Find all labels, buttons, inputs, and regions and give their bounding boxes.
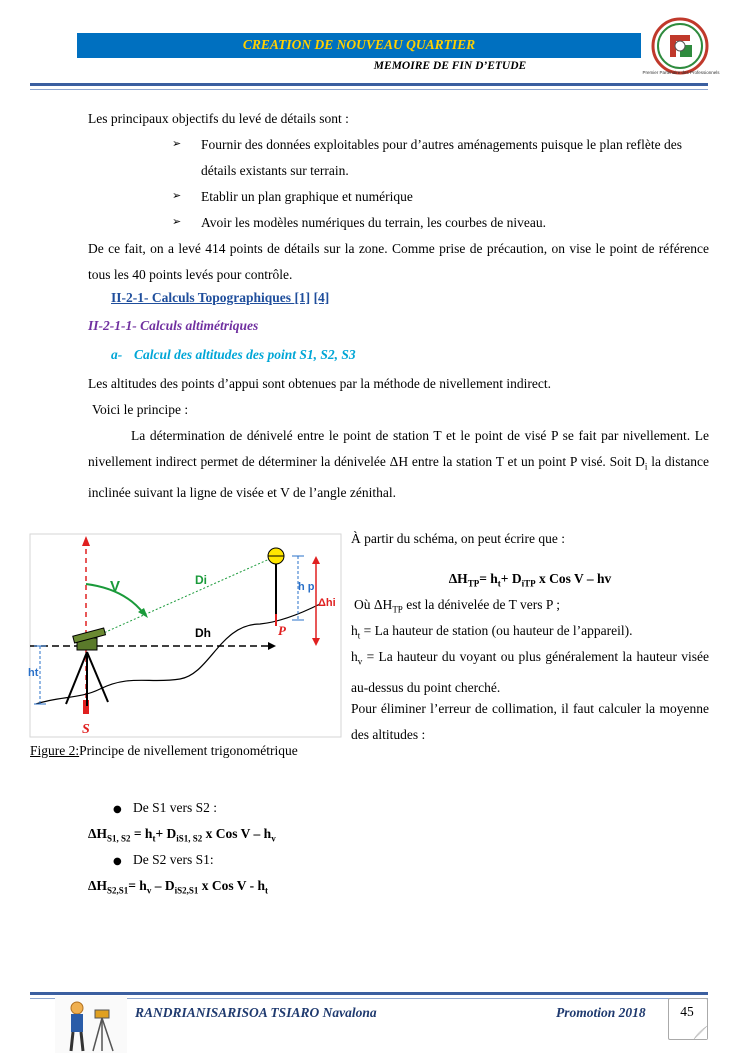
paragraph: Voici le principe :	[92, 402, 189, 417]
section-title: II-2-1- Calculs Topographiques	[111, 290, 295, 305]
schema-intro: À partir du schéma, on peut écrire que :	[351, 531, 566, 546]
arrow-bullet-icon: ➢	[172, 215, 182, 228]
footer-author: RANDRIANISARISOA TSIARO Navalona	[135, 1005, 377, 1020]
reference-link[interactable]: [1]	[294, 290, 311, 305]
bullet-item: Avoir les modèles numériques du terrain, les courbes de niveau.	[201, 215, 547, 230]
surveyor-illustration-icon	[55, 996, 127, 1053]
header-rule	[30, 83, 708, 86]
header-title: CREATION DE NOUVEAU QUARTIER	[242, 37, 476, 52]
intro-text: Les principaux objectifs du levé de détails sont :	[88, 111, 349, 126]
caption-text: Principe de nivellement trigonométrique	[79, 743, 298, 758]
section-heading	[111, 290, 329, 306]
label-ht: ht	[28, 667, 39, 679]
case-formula: $\Delta H_{S1, S2} = h_t+ D_{iS1, S2}$ x Cos V – $h_v$	[88, 826, 276, 844]
hv-definition: $h_v = La$ hauteur du voyant ou plus généralement la hauteur visée au-dessus du point cherché.	[351, 649, 709, 695]
subsection-heading: II-2-1-1- Calculs altimétriques	[88, 318, 259, 333]
label-hp: h p	[298, 581, 315, 593]
label-dh: Dh	[195, 626, 211, 640]
footer-promotion: Promotion 2018	[556, 1005, 646, 1020]
label-di: Di	[195, 573, 207, 587]
bullet-item: Fournir des données exploitables pour d’autres aménagements puisque le plan reflète des détails existants sur terrain.	[201, 137, 682, 178]
footer-rule	[30, 992, 708, 995]
footer-rule-thin	[30, 998, 708, 999]
subsubsection-heading: Calcul des altitudes des point S1, S2, S3	[134, 347, 356, 362]
case-formula: $\Delta H_{S2,S1}= h_v - D_{iS2,S1}$ x Cos V - $h_t$	[88, 878, 268, 896]
formula-where: Où $\Delta H_{TP}$ est la dénivelée de T vers P ;	[354, 597, 561, 615]
header-subtitle: MEMOIRE DE FIN D’ETUDE	[373, 60, 527, 72]
bullet-dot-icon: ●	[113, 804, 122, 815]
ht-definition: $h_t = La$ hauteur de station (ou hauteur de l’appareil).	[351, 623, 633, 641]
label-p: P	[278, 623, 286, 638]
page-number: 45	[680, 1004, 694, 1019]
figure-caption	[30, 743, 298, 759]
bullet-dot-icon: ●	[113, 856, 122, 867]
paragraph: La détermination de dénivelé entre le point de station T et le point de visé P se fait par nivellement. Le nivellement indirect permet de déterminer la dénivelée ΔH entre la station T et un point P visé. Soit $D_i$ la distance inclinée suivant la ligne de visée et V de l’angle zénithal.	[88, 428, 709, 500]
paragraph: De ce fait, on a levé 414 points de détails sur la zone. Comme prise de précaution, on vise le point de référence tous les 40 points levés pour contrôle.	[88, 241, 709, 282]
leveling-diagram	[30, 534, 341, 737]
arrow-bullet-icon: ➢	[172, 189, 182, 202]
bullet-item: Etablir un plan graphique et numérique	[201, 189, 413, 204]
label-s: S	[82, 722, 90, 737]
caption-label: Figure 2:	[30, 743, 80, 758]
logo-caption: Premier Partenaire des Professionnels	[642, 70, 720, 75]
header-rule-thin	[30, 89, 708, 90]
page-curl-icon	[694, 1026, 707, 1039]
collimation-text: Pour éliminer l’erreur de collimation, il faut calculer la moyenne des altitudes :	[351, 701, 709, 742]
arrow-bullet-icon: ➢	[172, 137, 182, 150]
main-formula: $\Delta H_{TP}= h_t+ D_{iTP}$ x Cos V – hv	[448, 571, 612, 589]
paragraph: Les altitudes des points d’appui sont obtenues par la méthode de nivellement indirect.	[88, 376, 552, 391]
label-delta-hi: Δhi	[318, 597, 336, 609]
label-v: V	[110, 578, 121, 595]
subsubsection-marker: a-	[111, 347, 123, 362]
case-label: De S1 vers S2 :	[133, 800, 217, 815]
case-label: De S2 vers S1:	[133, 852, 214, 867]
reference-link[interactable]: [4]	[313, 290, 330, 305]
